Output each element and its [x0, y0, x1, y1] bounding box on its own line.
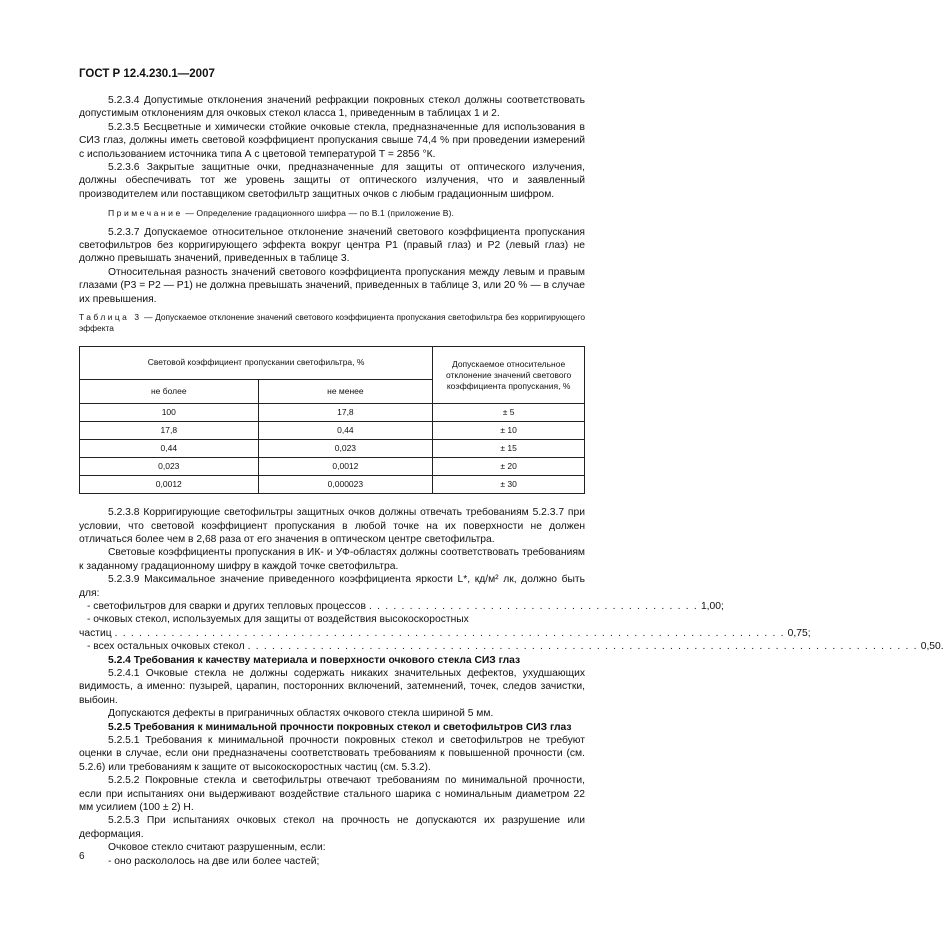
list-item-value: 1,00;: [700, 600, 724, 612]
paragraph-5-2-5-2: 5.2.5.2 Покровные стекла и светофильтры отвечают требованиям по минимальной прочности, если при испытаниях они выдерживают воздействие стального шарика с номинальным диаметром 22 мм усилием (100 ± 2) Н.: [79, 775, 585, 814]
note-label: Примечание: [108, 208, 183, 219]
paragraph-5-2-4-1-b: Допускаются дефекты в приграничных областях очкового стекла шириной 5 мм.: [108, 708, 494, 720]
table-cell-deviation: ± 5: [433, 404, 585, 422]
paragraph-5-2-3-8: 5.2.3.8 Корригирующие светофильтры защитных очков должны отвечать требованиям 5.2.3.7 при условии, что световой коэффициент пропускания в любой точке на их поверхности не должен отличаться более чем в 2,68 раза от его значения в оптическом центре светофильтра.: [79, 507, 585, 545]
table-row: [80, 404, 585, 422]
list-item: [79, 613, 585, 626]
paragraph-5-2-5-3-c: - оно раскололось на две или более частей;: [108, 855, 320, 867]
table-cell-max: 0,023: [80, 458, 259, 476]
note-text: — Определение градационного шифра — по В.1 (приложение В).: [185, 208, 455, 219]
table-3-caption: [79, 312, 585, 334]
page-content: [79, 94, 944, 868]
list-item-text: - всех остальных очковых стекол: [87, 641, 245, 653]
paragraph-5-2-5-3-b: Очковое стекло считают разрушенным, если:: [108, 842, 326, 854]
table-cell-max: 100: [80, 404, 259, 422]
table-3-caption-text: — Допускаемое отклонение значений светового коэффициента пропускания светофильтра без корригирующего эффекта: [79, 312, 585, 334]
table-cell-deviation: ± 15: [433, 440, 585, 458]
table-cell-deviation: ± 20: [433, 458, 585, 476]
table-3-col-max-header: не более: [80, 380, 259, 404]
table-3-caption-label: Таблица 3: [79, 312, 142, 323]
table-3-col-min-header: не менее: [258, 380, 433, 404]
list-item: [79, 640, 944, 653]
table-row: [80, 458, 585, 476]
leader-dots: . . . . . . . . . . . . . . . . . . . . . . . . . . . . . . . . . . . . . . . . .: [369, 600, 698, 612]
table-cell-max: 0,0012: [80, 476, 259, 494]
table-cell-max: 0,44: [80, 440, 259, 458]
leader-dots: . . . . . . . . . . . . . . . . . . . . . . . . . . . . . . . . . . . . . . . . . . . . . . . . . . . . . . . . . . . . . . . . . . . . . . . . . . . . . . . . . . .: [247, 641, 918, 653]
list-item: [79, 600, 724, 613]
leader-dots: . . . . . . . . . . . . . . . . . . . . . . . . . . . . . . . . . . . . . . . . . . . . . . . . . . . . . . . . . . . . . . . . . . . . . . . . . . . . . . . . . . .: [114, 627, 785, 639]
paragraph-5-2-5-3: 5.2.5.3 При испытаниях очковых стекол на прочность не допускаются их разрушение или деформация.: [79, 815, 585, 840]
table-cell-min: 0,023: [258, 440, 433, 458]
table-row: [80, 440, 585, 458]
paragraph-5-2-3-9: 5.2.3.9 Максимальное значение приведенного коэффициента яркости L*, кд/м² лк, должно быть для:: [79, 574, 585, 599]
paragraph-5-2-3-6: 5.2.3.6 Закрытые защитные очки, предназначенные для защиты от оптического излучения, должны обеспечивать тот же уровень защиты от оптического излучения, что и заявленный производителем или поставщиком светофильтр защитных очков с любым градационным шифром.: [79, 162, 585, 200]
paragraph-5-2-5-1: 5.2.5.1 Требования к минимальной прочности покровных стекол и светофильтров не требуют оценки в случае, если они предназначены соответствовать требованиям к повышенной прочности (см. 5.2.6) или требованиям к защите от высокоскоростных частиц (см. 5.3.2).: [79, 735, 585, 773]
table-3-col-deviation-header: Допускаемое относительное отклонение значений светового коэффициента пропускания, %: [433, 347, 585, 404]
document-header: ГОСТ Р 12.4.230.1—2007: [79, 68, 215, 80]
table-cell-min: 0,44: [258, 422, 433, 440]
table-cell-min: 17,8: [258, 404, 433, 422]
section-heading-5-2-5: 5.2.5 Требования к минимальной прочности покровных стекол и светофильтров СИЗ глаз: [108, 721, 572, 733]
list-item-value: 0,75;: [787, 627, 811, 639]
table-3: [79, 346, 585, 494]
list-item-text: частиц: [79, 627, 112, 639]
page-number: 6: [79, 851, 85, 862]
table-cell-deviation: ± 10: [433, 422, 585, 440]
table-cell-min: 0,000023: [258, 476, 433, 494]
paragraph-5-2-3-8-b: Световые коэффициенты пропускания в ИК- и УФ-областях должны соответствовать требованиям к заданному градационному шифру в каждой точке светофильтра.: [79, 547, 585, 572]
paragraph-5-2-3-5: 5.2.3.5 Бесцветные и химически стойкие очковые стекла, предназначенные для использования в СИЗ глаз, должны иметь световой коэффициент пропускания свыше 74,4 % при проведении измерений с использованием источника типа А с цветовой температурой T = 2856 °К.: [79, 121, 585, 160]
paragraph-5-2-4-1: 5.2.4.1 Очковые стекла не должны содержать никаких значительных дефектов, ухудшающих видимость, а именно: пузырей, царапин, посторонних включений, затемнений, точек, следов зачистки, выбоин.: [79, 667, 585, 706]
table-row: [80, 476, 585, 494]
list-item: [79, 627, 811, 640]
table-cell-deviation: ± 30: [433, 476, 585, 494]
table-cell-max: 17,8: [80, 422, 259, 440]
table-row: [80, 422, 585, 440]
note: [108, 207, 585, 220]
table-3-col-group-header: Световой коэффициент пропускании светофильтра, %: [80, 347, 433, 380]
paragraph-5-2-3-7: 5.2.3.7 Допускаемое относительное отклонение значений светового коэффициента пропускания светофильтров без корригирующего эффекта вокруг центра P1 (правый глаз) и P2 (левый глаз) не должно превышать значений, приведенных в таблице 3.: [79, 226, 585, 265]
section-heading-5-2-4: 5.2.4 Требования к качеству материала и поверхности очкового стекла СИЗ глаз: [108, 654, 521, 666]
list-item-text: - очковых стекол, используемых для защиты от воздействия высокоскоростных: [87, 614, 469, 626]
list-item-text: - светофильтров для сварки и других тепловых процессов: [87, 600, 367, 612]
list-item-value: 0,50.: [920, 641, 944, 653]
table-cell-min: 0,0012: [258, 458, 433, 476]
paragraph-5-2-3-7-b: Относительная разность значений светового коэффициента пропускания между левым и правым глазами (P3 = P2 — P1) не должна превышать значений, приведенных в таблице 3, или 20 % — в случае их превышения.: [79, 266, 585, 305]
paragraph-5-2-3-4: 5.2.3.4 Допустимые отклонения значений рефракции покровных стекол должны соответствовать допустимым отклонениям для очковых стекол класса 1, приведенным в таблицах 1 и 2.: [79, 95, 585, 120]
